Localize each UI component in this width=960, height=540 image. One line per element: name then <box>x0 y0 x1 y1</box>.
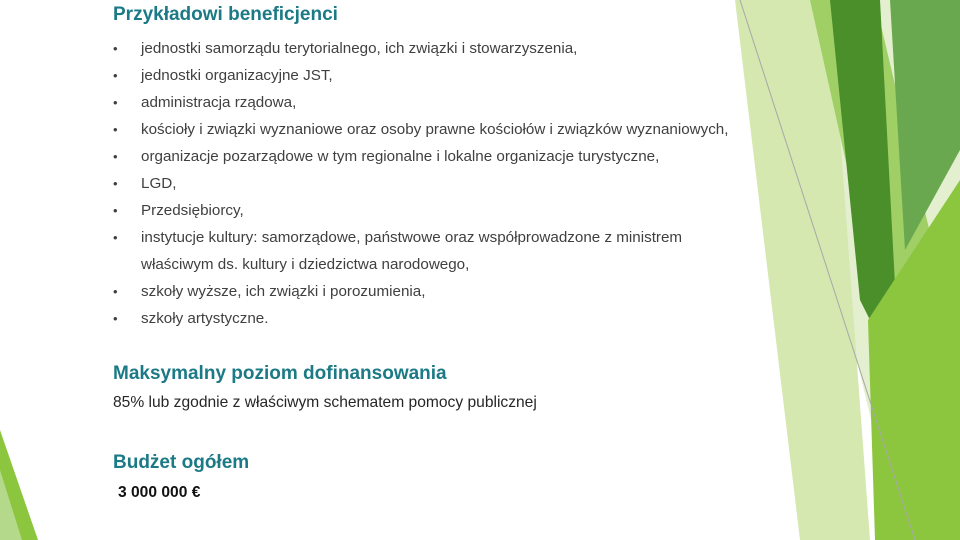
bullet-icon: • <box>113 68 118 83</box>
budget-amount: 3 000 000 € <box>118 484 201 501</box>
list-item <box>113 305 743 332</box>
beneficiaries-heading: Przykładowi beneficjenci <box>113 4 338 25</box>
list-item-label: szkoły wyższe, ich związki i porozumienia, <box>141 283 426 300</box>
list-item-label: LGD, <box>141 175 177 192</box>
cofinancing-heading: Maksymalny poziom dofinansowania <box>113 363 447 384</box>
list-item <box>113 116 743 143</box>
list-item-label: organizacje pozarządowe w tym regionalne i lokalne organizacje turystyczne, <box>141 148 660 165</box>
bullet-icon: • <box>113 95 118 110</box>
bullet-icon: • <box>113 176 118 191</box>
list-item <box>113 224 743 278</box>
budget-heading: Budżet ogółem <box>113 452 250 473</box>
bullet-icon: • <box>113 149 118 164</box>
list-item-label: jednostki samorządu terytorialnego, ich związki i stowarzyszenia, <box>141 40 578 57</box>
bullet-icon: • <box>113 311 118 326</box>
bullet-icon: • <box>113 230 118 245</box>
list-item <box>113 62 743 89</box>
beneficiaries-list <box>113 35 743 332</box>
bullet-icon: • <box>113 122 118 137</box>
list-item <box>113 197 743 224</box>
bullet-icon: • <box>113 284 118 299</box>
cofinancing-text: 85% lub zgodnie z właściwym schematem pomocy publicznej <box>113 394 537 411</box>
list-item-label: instytucje kultury: samorządowe, państwowe oraz współprowadzone z ministrem właściwym ds. kultury i dziedzictwa narodowego, <box>141 229 683 273</box>
list-item <box>113 278 743 305</box>
bullet-icon: • <box>113 41 118 56</box>
list-item <box>113 170 743 197</box>
list-item-label: Przedsiębiorcy, <box>141 202 244 219</box>
list-item <box>113 143 743 170</box>
list-item <box>113 35 743 62</box>
list-item-label: kościoły i związki wyznaniowe oraz osoby prawne kościołów i związków wyznaniowych, <box>141 121 729 138</box>
list-item-label: jednostki organizacyjne JST, <box>141 67 333 84</box>
list-item-label: administracja rządowa, <box>141 94 297 111</box>
list-item <box>113 89 743 116</box>
list-item-label: szkoły artystyczne. <box>141 310 269 327</box>
bullet-icon: • <box>113 203 118 218</box>
